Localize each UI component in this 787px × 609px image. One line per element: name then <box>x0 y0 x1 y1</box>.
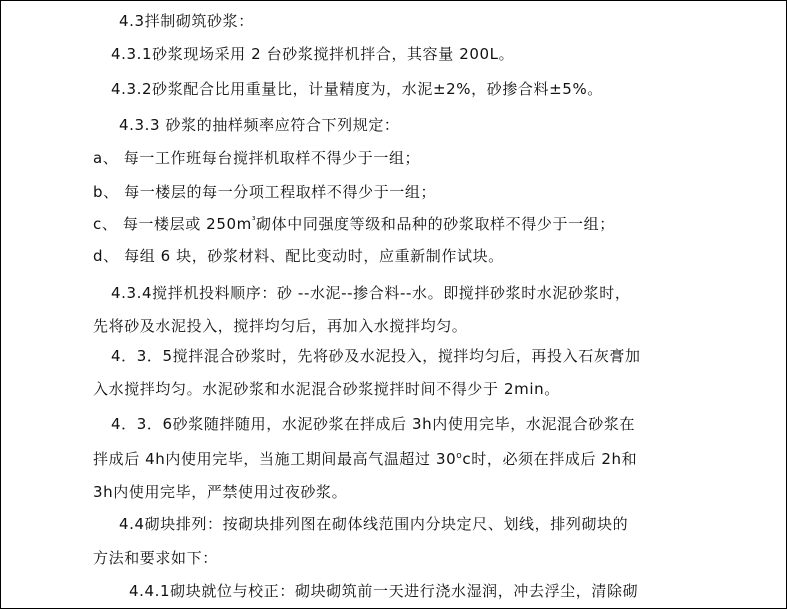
paragraph-4-3-6-line2-start: 拌成后 4h内使用完毕，当施工期间最高气温超过 30 <box>93 450 457 468</box>
list-item-a: a、 每一工作班每台搅拌机取样不得少于一组； <box>93 149 421 167</box>
heading-4-4-line1: 4.4砌块排列：按砌块排列图在砌体线范围内分块定尺、划线，排列砌块的 <box>119 515 629 533</box>
list-item-c <box>93 214 615 234</box>
degree-superscript: o <box>456 451 463 461</box>
list-item-c-start: c、 每一楼层或 250m <box>93 215 252 233</box>
cubic-superscript: ³ <box>251 216 257 226</box>
paragraph-4-3-3: 4.3.3 砂浆的抽样频率应符合下列规定： <box>119 116 400 134</box>
paragraph-4-3-6-line1: 4．3．6砂浆随拌随用，水泥砂浆在拌成后 3h内使用完毕，水泥混合砂浆在 <box>111 415 636 433</box>
paragraph-4-3-5-line1: 4．3．5搅拌混合砂浆时，先将砂及水泥投入，搅拌均匀后，再投入石灰膏加 <box>111 347 641 365</box>
paragraph-4-4-1: 4.4.1砌块就位与校正：砌块砌筑前一天进行浇水湿润，冲去浮尘，清除砌 <box>129 582 639 600</box>
heading-4-3: 4.3拌制砌筑砂浆： <box>119 12 254 30</box>
paragraph-4-3-4-line2: 先将砂及水泥投入，搅拌均匀后，再加入水搅拌均匀。 <box>93 317 468 335</box>
paragraph-4-3-4-line1: 4.3.4搅拌机投料顺序：砂 --水泥--掺合料--水。即搅拌砂浆时水泥砂浆时， <box>111 284 631 302</box>
paragraph-4-3-5-line2: 入水搅拌均匀。水泥砂浆和水泥混合砂浆搅拌时间不得少于 2min。 <box>93 380 560 398</box>
paragraph-4-3-6-line3: 3h内使用完毕，严禁使用过夜砂浆。 <box>93 483 348 501</box>
list-item-d: d、 每组 6 块，砂浆材料、配比变动时，应重新制作试块。 <box>93 247 504 265</box>
paragraph-4-3-6-line2-end: c时，必须在拌成后 2h和 <box>462 450 638 468</box>
paragraph-4-3-2: 4.3.2砂浆配合比用重量比，计量精度为，水泥±2%，砂掺合料±5%。 <box>111 80 603 98</box>
heading-4-4-line2: 方法和要求如下： <box>93 549 218 567</box>
list-item-c-end: 砌体中同强度等级和品种的砂浆取样不得少于一组； <box>256 215 615 233</box>
paragraph-4-3-6-line2 <box>93 449 637 469</box>
list-item-b: b、 每一楼层的每一分项工程取样不得少于一组； <box>93 183 437 201</box>
paragraph-4-3-1: 4.3.1砂浆现场采用 2 台砂浆搅拌机拌合，其容量 200L。 <box>111 45 515 63</box>
